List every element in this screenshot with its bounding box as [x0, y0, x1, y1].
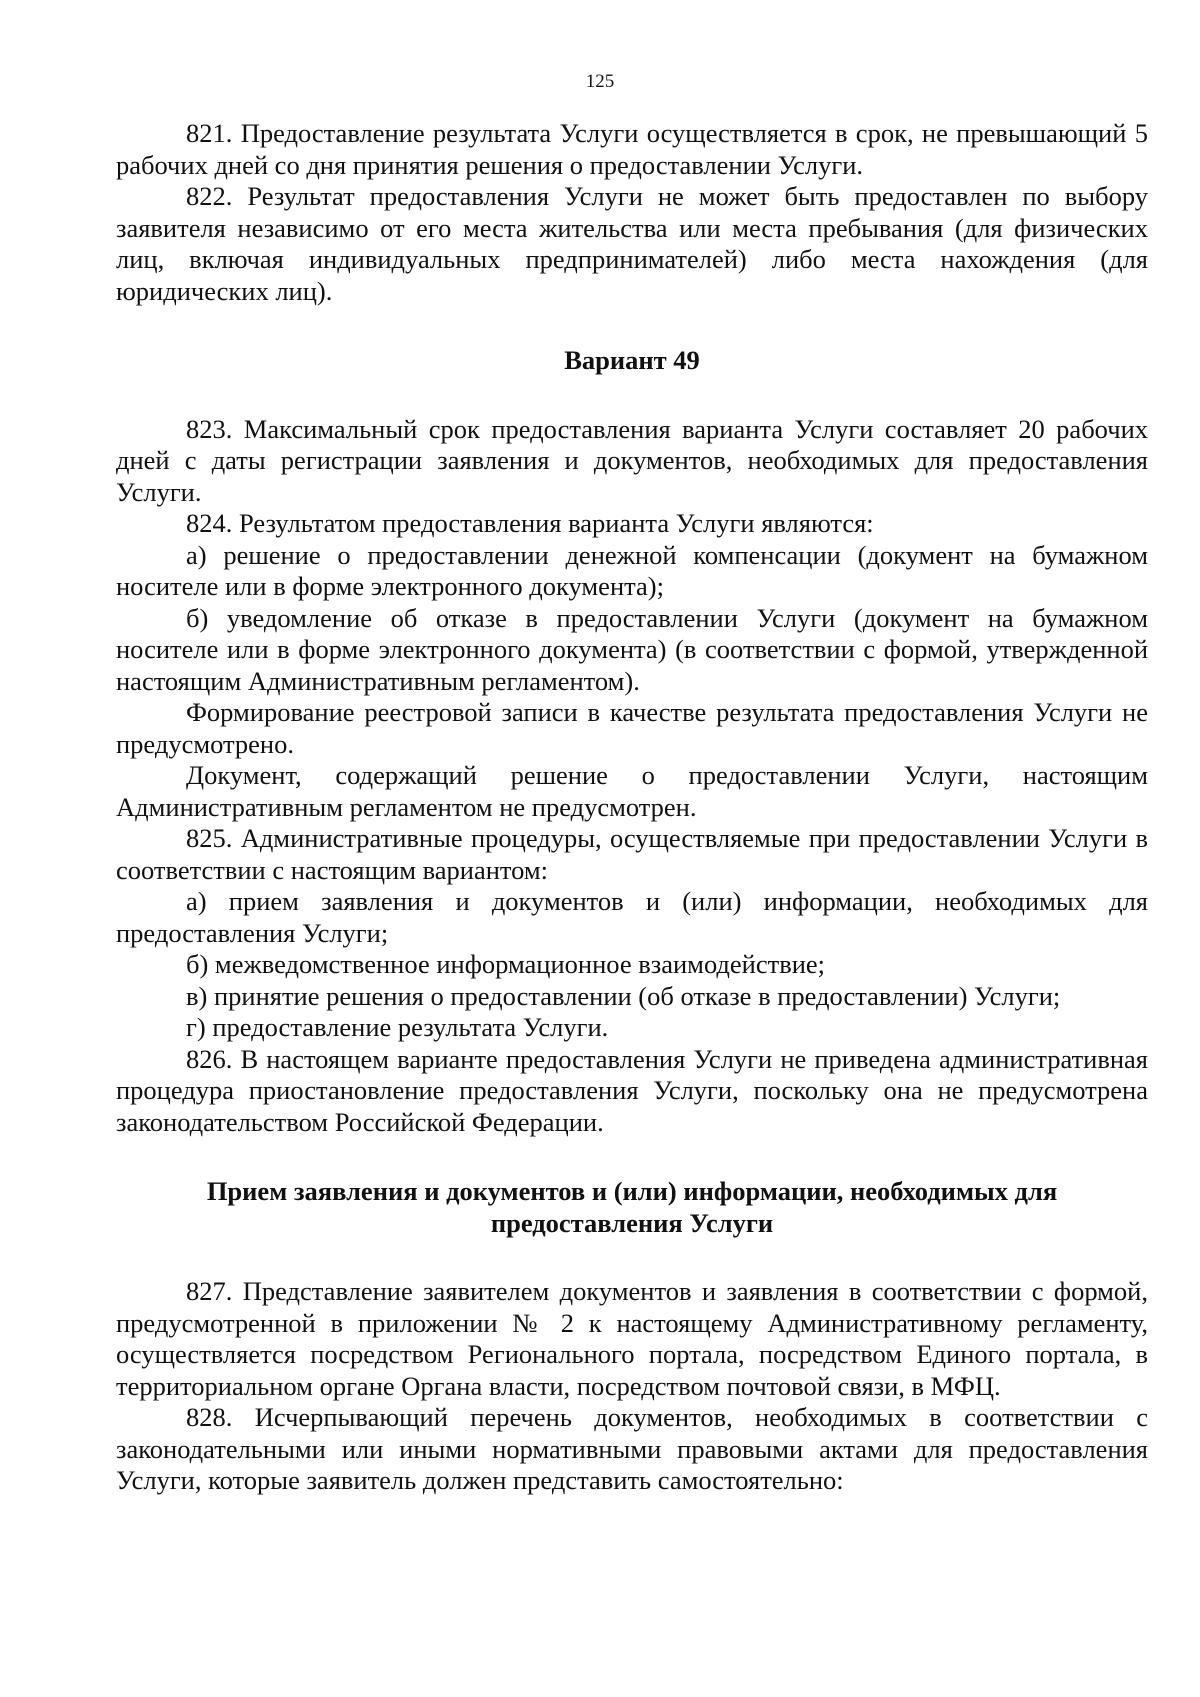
paragraph-825: 825. Административные процедуры, осуществляемые при предоставлении Услуги в соответствии с настоящим вариантом:: [116, 823, 1148, 885]
section-heading-line2: предоставления Услуги: [490, 1207, 774, 1238]
list-item-824-a: а) решение о предоставлении денежной компенсации (документ на бумажном носителе или в форме электронного документа);: [116, 539, 1148, 601]
list-item-825-a: а) прием заявления и документов и (или) информации, необходимых для предоставления Услуги;: [116, 886, 1148, 948]
paragraph-824: 824. Результатом предоставления варианта Услуги являются:: [186, 508, 874, 538]
paragraph-828: 828. Исчерпывающий перечень документов, необходимых в соответствии с законодательными или иными нормативными правовыми актами для предоставления Услуги, которые заявитель должен представить самостоятельно:: [116, 1402, 1148, 1495]
list-item-825-v: в) принятие решения о предоставлении (об отказе в предоставлении) Услуги;: [186, 980, 1061, 1011]
paragraph-registry-record: Формирование реестровой записи в качестве результата предоставления Услуги не предусмотрено.: [116, 697, 1148, 759]
paragraph-827: 827. Представление заявителем документов и заявления в соответствии с формой, предусмотренной в приложении № 2 к настоящему Административному регламенту, осуществляется посредством Регионального портала, посредством Единого портала, в территориальном органе Органа власти, посредством почтовой связи, в МФЦ.: [116, 1276, 1148, 1401]
section-heading-line1: Прием заявления и документов и (или) информации, необходимых для: [206, 1176, 1058, 1206]
paragraph-822: 822. Результат предоставления Услуги не может быть предоставлен по выбору заявителя независимо от его места жительства или места пребывания (для физических лиц, включая индивидуальных предпринимателей) либо места нахождения (для юридических лиц).: [116, 181, 1148, 306]
paragraph-821: 821. Предоставление результата Услуги осуществляется в срок, не превышающий 5 рабочих дней со дня принятия решения о предоставлении Услуги.: [116, 118, 1148, 180]
paragraph-826: 826. В настоящем варианте предоставления Услуги не приведена административная процедура приостановление предоставления Услуги, поскольку она не предусмотрена законодательством Российской Федерации.: [116, 1043, 1148, 1137]
list-item-824-b: б) уведомление об отказе в предоставлении Услуги (документ на бумажном носителе или в форме электронного документа) (в соответствии с формой, утвержденной настоящим Административным регламентом).: [116, 602, 1148, 696]
paragraph-decision-document: Документ, содержащий решение о предоставлении Услуги, настоящим Административным регламентом не предусмотрен.: [116, 760, 1148, 822]
paragraph-823: 823. Максимальный срок предоставления варианта Услуги составляет 20 рабочих дней с даты регистрации заявления и документов, необходимых для предоставления Услуги.: [116, 413, 1148, 507]
document-body: [116, 118, 1148, 1497]
list-item-825-b: б) межведомственное информационное взаимодействие;: [186, 949, 826, 979]
section-heading: [116, 1176, 1148, 1239]
list-item-825-g: г) предоставление результата Услуги.: [186, 1012, 609, 1042]
variant-heading: Вариант 49: [564, 345, 700, 375]
page-number: 125: [585, 71, 615, 92]
